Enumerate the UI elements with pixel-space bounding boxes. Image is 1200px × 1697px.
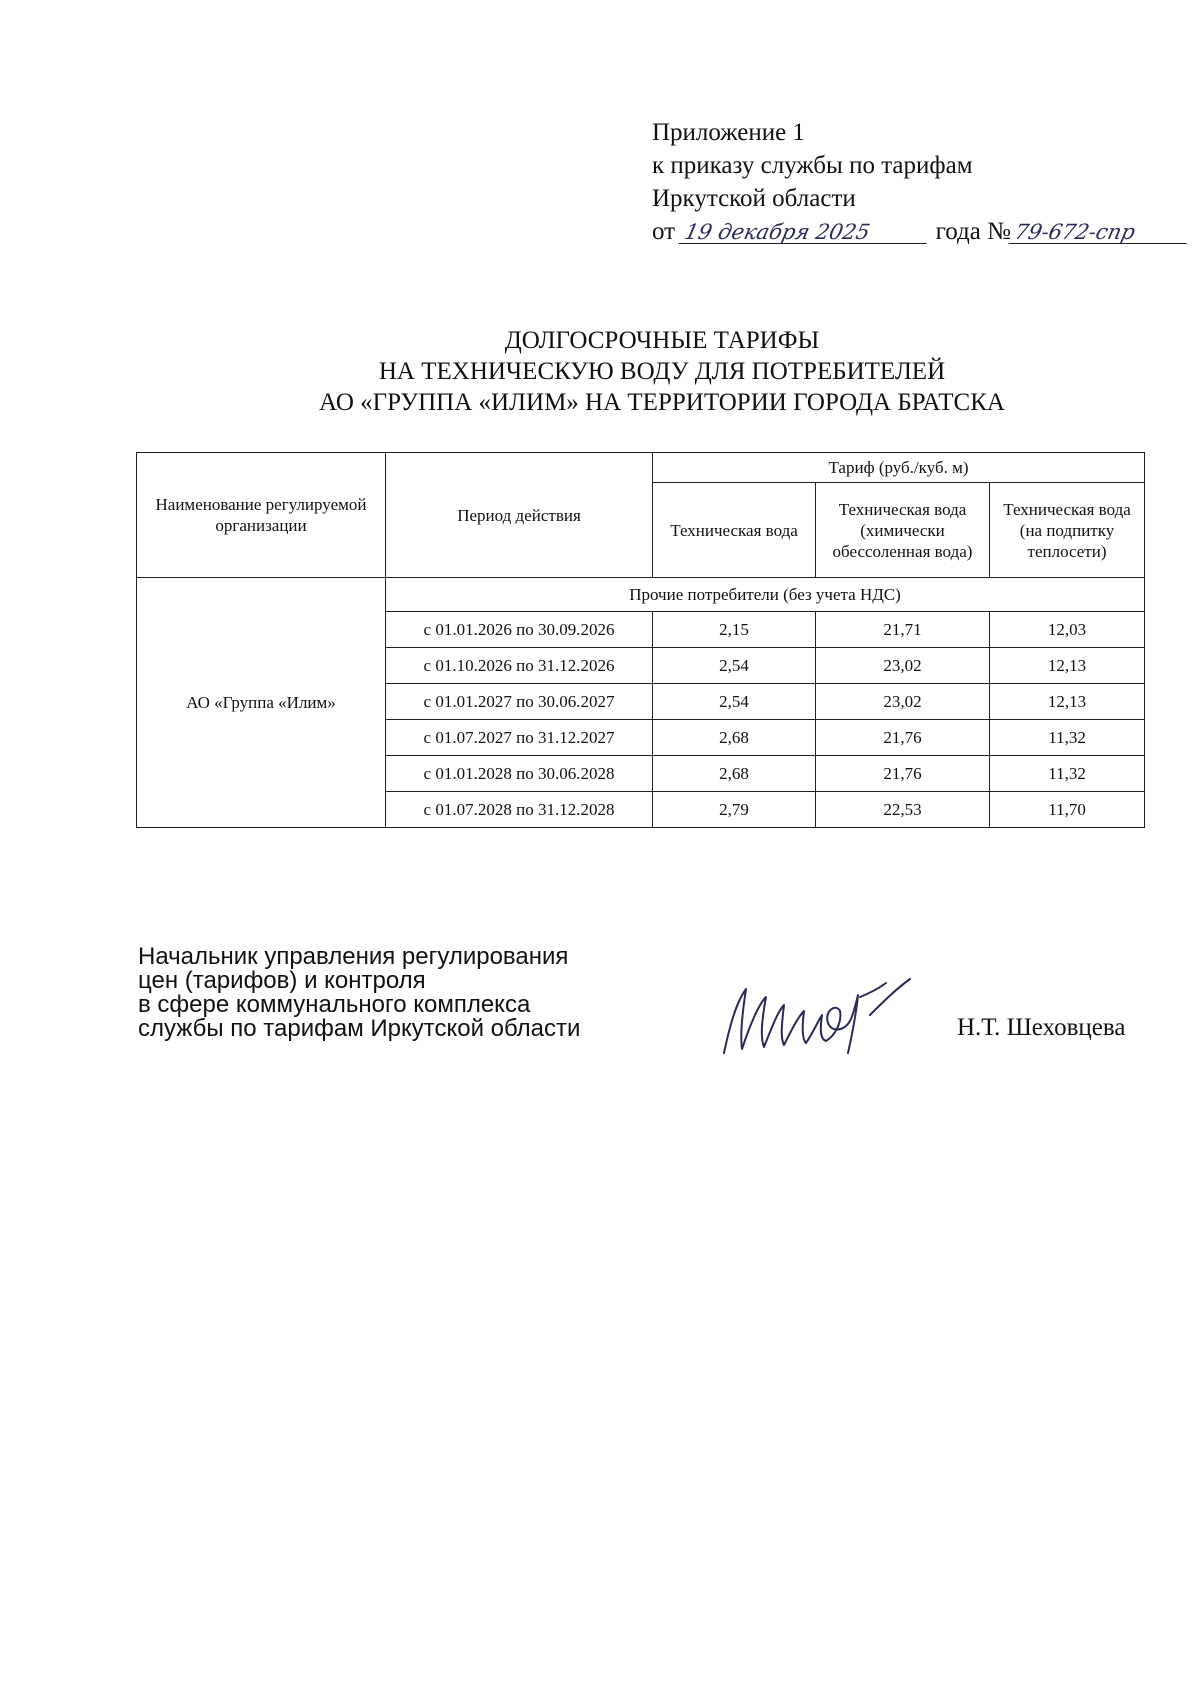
demineralized-value: 21,71 <box>816 612 990 648</box>
handwritten-order-number: 79-672-спр <box>1009 221 1192 244</box>
period-cell: с 01.10.2026 по 31.12.2026 <box>386 648 653 684</box>
appendix-line-3: Иркутской области <box>652 185 856 212</box>
technical-value: 2,68 <box>653 720 816 756</box>
header-organization: Наименование регулируемой организации <box>137 453 386 578</box>
header-technical-water: Техническая вода <box>653 483 816 578</box>
technical-value: 2,79 <box>653 792 816 828</box>
handwritten-signature <box>720 975 930 1055</box>
title-line-2: НА ТЕХНИЧЕСКУЮ ВОДУ ДЛЯ ПОТРЕБИТЕЛЕЙ <box>378 358 946 385</box>
period-cell: с 01.01.2026 по 30.09.2026 <box>386 612 653 648</box>
demineralized-value: 22,53 <box>816 792 990 828</box>
heating-value: 12,13 <box>990 648 1145 684</box>
technical-value: 2,54 <box>653 648 816 684</box>
appendix-line-2: к приказу службы по тарифам <box>652 152 973 179</box>
heating-value: 12,03 <box>990 612 1145 648</box>
heating-value: 11,70 <box>990 792 1145 828</box>
period-cell: с 01.07.2027 по 31.12.2027 <box>386 720 653 756</box>
signatory-position <box>138 945 580 1041</box>
consumer-group-row <box>137 578 1145 612</box>
heating-value: 12,13 <box>990 684 1145 720</box>
period-cell: с 01.01.2027 по 30.06.2027 <box>386 684 653 720</box>
position-line-1: Начальник управления регулирования <box>138 943 569 970</box>
technical-value: 2,68 <box>653 756 816 792</box>
header-heating-water: Техническая вода (на подпитку теплосети) <box>990 483 1145 578</box>
technical-value: 2,15 <box>653 612 816 648</box>
appendix-line-1: Приложение 1 <box>652 119 805 146</box>
document-title <box>0 325 1200 418</box>
demineralized-value: 21,76 <box>816 756 990 792</box>
header-tariff: Тариф (руб./куб. м) <box>653 453 1145 483</box>
consumer-group-label: Прочие потребители (без учета НДС) <box>386 578 1145 612</box>
header-row <box>137 453 1145 483</box>
title-line-3: АО «ГРУППА «ИЛИМ» НА ТЕРРИТОРИИ ГОРОДА БРАТСКА <box>319 389 1005 416</box>
title-line-1: ДОЛГОСРОЧНЫЕ ТАРИФЫ <box>504 327 820 354</box>
period-cell: с 01.07.2028 по 31.12.2028 <box>386 792 653 828</box>
number-prefix: года № <box>935 218 1011 245</box>
tariff-table <box>136 452 1145 828</box>
signer-name: Н.Т. Шеховцева <box>957 1014 1126 1041</box>
heating-value: 11,32 <box>990 720 1145 756</box>
date-prefix: от <box>652 218 676 245</box>
period-cell: с 01.01.2028 по 30.06.2028 <box>386 756 653 792</box>
heating-value: 11,32 <box>990 756 1145 792</box>
technical-value: 2,54 <box>653 684 816 720</box>
demineralized-value: 21,76 <box>816 720 990 756</box>
appendix-header <box>652 116 1189 248</box>
position-line-3: в сфере коммунального комплекса <box>138 991 531 1018</box>
organization-cell: АО «Группа «Илим» <box>137 578 386 828</box>
handwritten-date: 19 декабря 2025 <box>679 221 932 244</box>
demineralized-value: 23,02 <box>816 684 990 720</box>
appendix-date-line <box>652 215 1189 248</box>
position-line-4: службы по тарифам Иркутской области <box>138 1015 581 1042</box>
header-demineralized-water: Техническая вода (химически обессоленная вода) <box>816 483 990 578</box>
position-line-2: цен (тарифов) и контроля <box>138 967 426 994</box>
demineralized-value: 23,02 <box>816 648 990 684</box>
signature-stroke <box>724 979 910 1053</box>
header-period: Период действия <box>386 453 653 578</box>
